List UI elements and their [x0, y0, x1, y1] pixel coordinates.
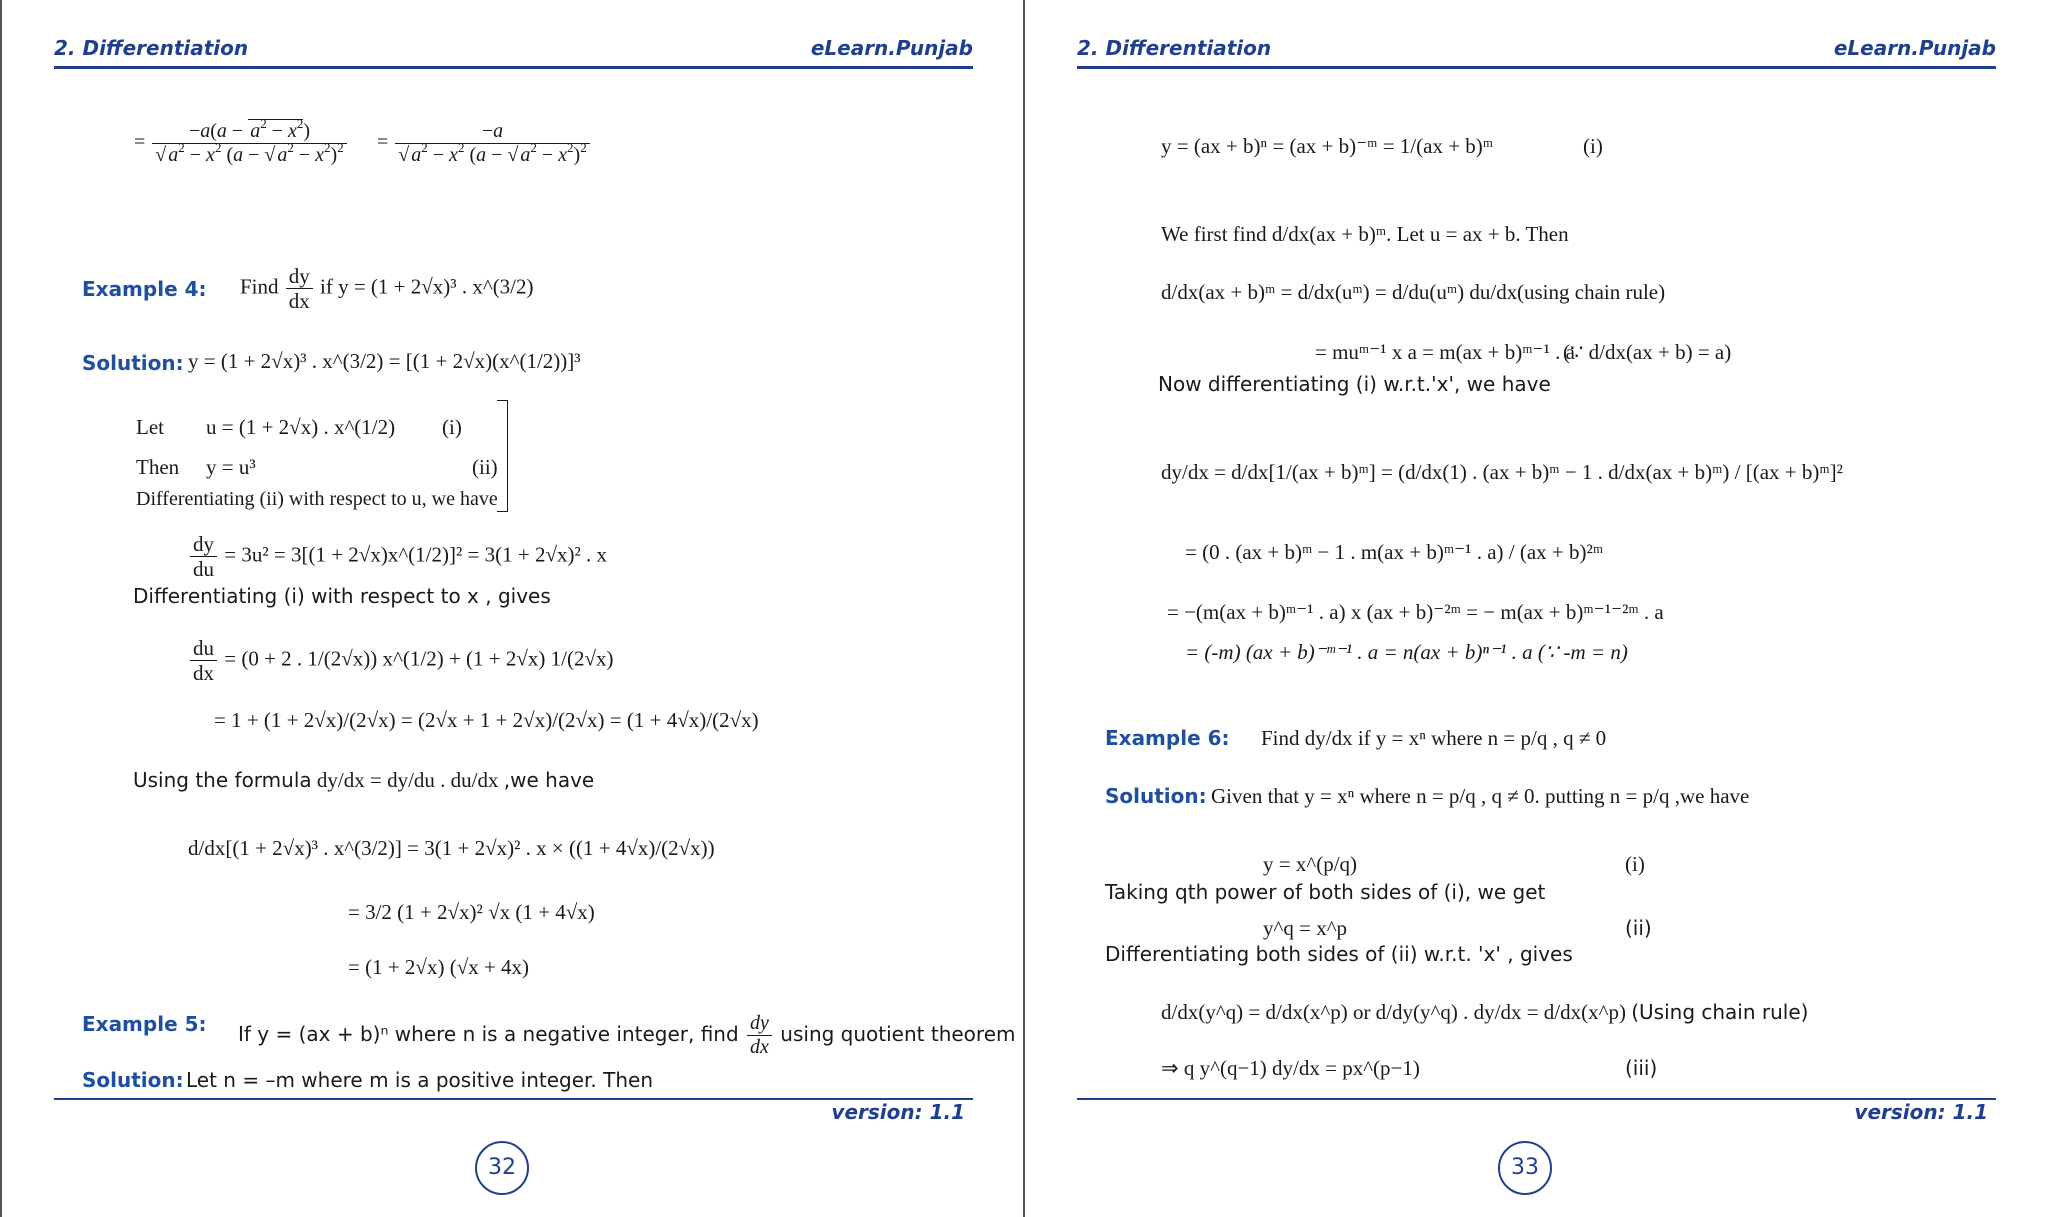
taking-text: Taking qth power of both sides of (i), we get — [1105, 880, 1546, 904]
chain-result: = muᵐ⁻¹ x a = m(ax + b)ᵐ⁻¹ . a — [1315, 340, 1575, 364]
dudx-rhs: = (0 + 2 . 1/(2√x)) x^(1/2) + (1 + 2√x) 1/(2√x) — [224, 646, 614, 671]
dudx-line — [188, 636, 614, 685]
formula-line — [133, 768, 594, 793]
page-right — [1025, 0, 2048, 1217]
eq-1-tag: (i) — [1583, 134, 1603, 158]
solution-5-label: Solution: — [82, 1068, 184, 1092]
chapter-title: 2. Differentiation — [1077, 36, 1272, 60]
example-5-label: Example 5: — [82, 1012, 207, 1036]
diff-u-text: Differentiating (ii) with respect to u, we have — [136, 488, 498, 510]
then-word: Then — [136, 455, 180, 479]
chapter-title: 2. Differentiation — [54, 36, 249, 60]
top-result-right: = $\frac{-a}{√ a^2 - x^2 (a - √ a^2 - x^2)^2}$ — [377, 120, 592, 167]
dudx-num: du — [190, 636, 217, 661]
chain-note: (using chain rule) — [1517, 280, 1666, 304]
top-result-left: = $\frac{-a(a - a^2 - x^2)}{√ a^2 - x^2 (a - √ a^2 - x^2)^2}$ — [134, 120, 349, 167]
eq-1: y = (ax + b)ⁿ = (ax + b)⁻ᵐ = 1/(ax + b)ᵐ — [1161, 134, 1494, 158]
now-diff-text: Now differentiating (i) w.r.t.'x', we have — [1158, 372, 1551, 396]
chain-eq: d/dx(ax + b)ᵐ = d/dx(uᵐ) = d/du(uᵐ) du/dx — [1161, 280, 1518, 304]
dydu-den: du — [193, 557, 214, 582]
dydu-rhs: = 3u² = 3[(1 + 2√x)x^(1/2)]² = 3(1 + 2√x)² . x — [224, 542, 608, 567]
let-word: Let — [136, 415, 164, 439]
tag-ii: (ii) — [472, 455, 498, 479]
version-label: version: 1.1 — [831, 1100, 965, 1124]
eq-iii-a — [1161, 1000, 1808, 1025]
chain-line-1: d/dx[(1 + 2√x)³ . x^(3/2)] = 3(1 + 2√x)² . x × ((1 + 4√x)/(2√x)) — [188, 836, 715, 860]
example-6-label: Example 6: — [1105, 726, 1230, 750]
example-4-label: Example 4: — [82, 277, 207, 301]
let-eq: u = (1 + 2√x) . x^(1/2) — [206, 415, 396, 439]
solution-5-text: Let n = –m where m is a positive integer. Then — [186, 1068, 654, 1092]
tag-ii: (ii) — [1625, 916, 1652, 940]
chain-line-2: = 3/2 (1 + 2√x)² √x (1 + 4√x) — [348, 900, 595, 924]
example-4-condition: if y = (1 + 2√x)³ . x^(3/2) — [320, 274, 534, 299]
solution-4-eq: y = (1 + 2√x)³ . x^(3/2) = [(1 + 2√x)(x^(1/2))]³ — [188, 349, 581, 373]
chain-line-3: = (1 + 2√x) (√x + 4x) — [348, 955, 530, 979]
diff-both-text: Differentiating both sides of (ii) w.r.t. 'x' , gives — [1105, 942, 1573, 966]
tag-i: (i) — [1625, 852, 1645, 876]
dydx-den: dx — [288, 289, 310, 314]
dydx-num: dy — [286, 264, 313, 289]
dydu-num: dy — [190, 532, 217, 557]
quotient-line-4: = (-m) (ax + b)⁻ᵐ⁻¹ . a = n(ax + b)ⁿ⁻¹ . a (∵ -m = n) — [1185, 640, 1628, 664]
solution-4-label: Solution: — [82, 351, 184, 375]
eq-iii-a-text: d/dx(y^q) = d/dx(x^p) or d/dy(y^q) . dy/dx = d/dx(x^p) — [1161, 1000, 1626, 1024]
bracket — [497, 400, 508, 512]
page-number: 32 — [475, 1141, 529, 1195]
quotient-line-3: = −(m(ax + b)ᵐ⁻¹ . a) x (ax + b)⁻²ᵐ = − m(ax + b)ᵐ⁻¹⁻²ᵐ . a — [1167, 600, 1664, 624]
formula-text: Using the formula — [133, 768, 312, 792]
eq-iii-note: (Using chain rule) — [1631, 1000, 1809, 1024]
tag-iii: (iii) — [1625, 1056, 1658, 1080]
eq-ii: y^q = x^p — [1263, 916, 1348, 940]
brand-name: eLearn.Punjab — [1833, 36, 1996, 60]
ex5-dx: dx — [750, 1036, 769, 1058]
example-6-text: Find dy/dx if y = xⁿ where n = p/q , q ≠ 0 — [1261, 726, 1607, 750]
then-eq: y = u³ — [206, 455, 256, 479]
page-header — [1077, 36, 1996, 69]
page-number: 33 — [1498, 1141, 1552, 1195]
brand-name: eLearn.Punjab — [810, 36, 973, 60]
quotient-line-1: dy/dx = d/dx[1/(ax + b)ᵐ] = (d/dx(1) . (ax + b)ᵐ − 1 . d/dx(ax + b)ᵐ) / [(ax + b)ᵐ]² — [1161, 460, 1843, 484]
formula-eq: dy/dx = dy/du . du/dx — [316, 768, 499, 792]
example-5-statement — [238, 1012, 1016, 1059]
example-5-text: If y = (ax + b)ⁿ where n is a negative integer, find — [238, 1022, 739, 1046]
eq-i: y = x^(p/q) — [1263, 852, 1358, 876]
eq-iii-b: ⇒ q y^(q−1) dy/dx = px^(p−1) — [1161, 1056, 1420, 1080]
version-label: version: 1.1 — [1854, 1100, 1988, 1124]
solution-6-text: Given that y = xⁿ where n = p/q , q ≠ 0. putting n = p/q ,we have — [1211, 784, 1750, 808]
quotient-line-2: = (0 . (ax + b)ᵐ − 1 . m(ax + b)ᵐ⁻¹ . a) / (ax + b)²ᵐ — [1185, 540, 1604, 564]
formula-tail: ,we have — [503, 768, 595, 792]
page-header — [54, 36, 973, 69]
first-find-text: We first find d/dx(ax + b)ᵐ. Let u = ax + b. Then — [1161, 222, 1569, 246]
example-4-find: Find — [240, 274, 279, 299]
dydu-line — [188, 532, 607, 581]
because-note: (∵ d/dx(ax + b) = a) — [1563, 340, 1732, 364]
example-5-tail: using quotient theorem — [780, 1022, 1016, 1046]
diff-x-text: Differentiating (i) with respect to x , gives — [133, 584, 551, 608]
example-4-statement — [240, 264, 534, 313]
dudx-simplified: = 1 + (1 + 2√x)/(2√x) = (2√x + 1 + 2√x)/(2√x) = (1 + 4√x)/(2√x) — [214, 708, 759, 732]
ex5-dy: dy — [747, 1012, 772, 1036]
dudx-den: dx — [193, 661, 214, 686]
tag-i: (i) — [442, 415, 462, 439]
solution-6-label: Solution: — [1105, 784, 1207, 808]
